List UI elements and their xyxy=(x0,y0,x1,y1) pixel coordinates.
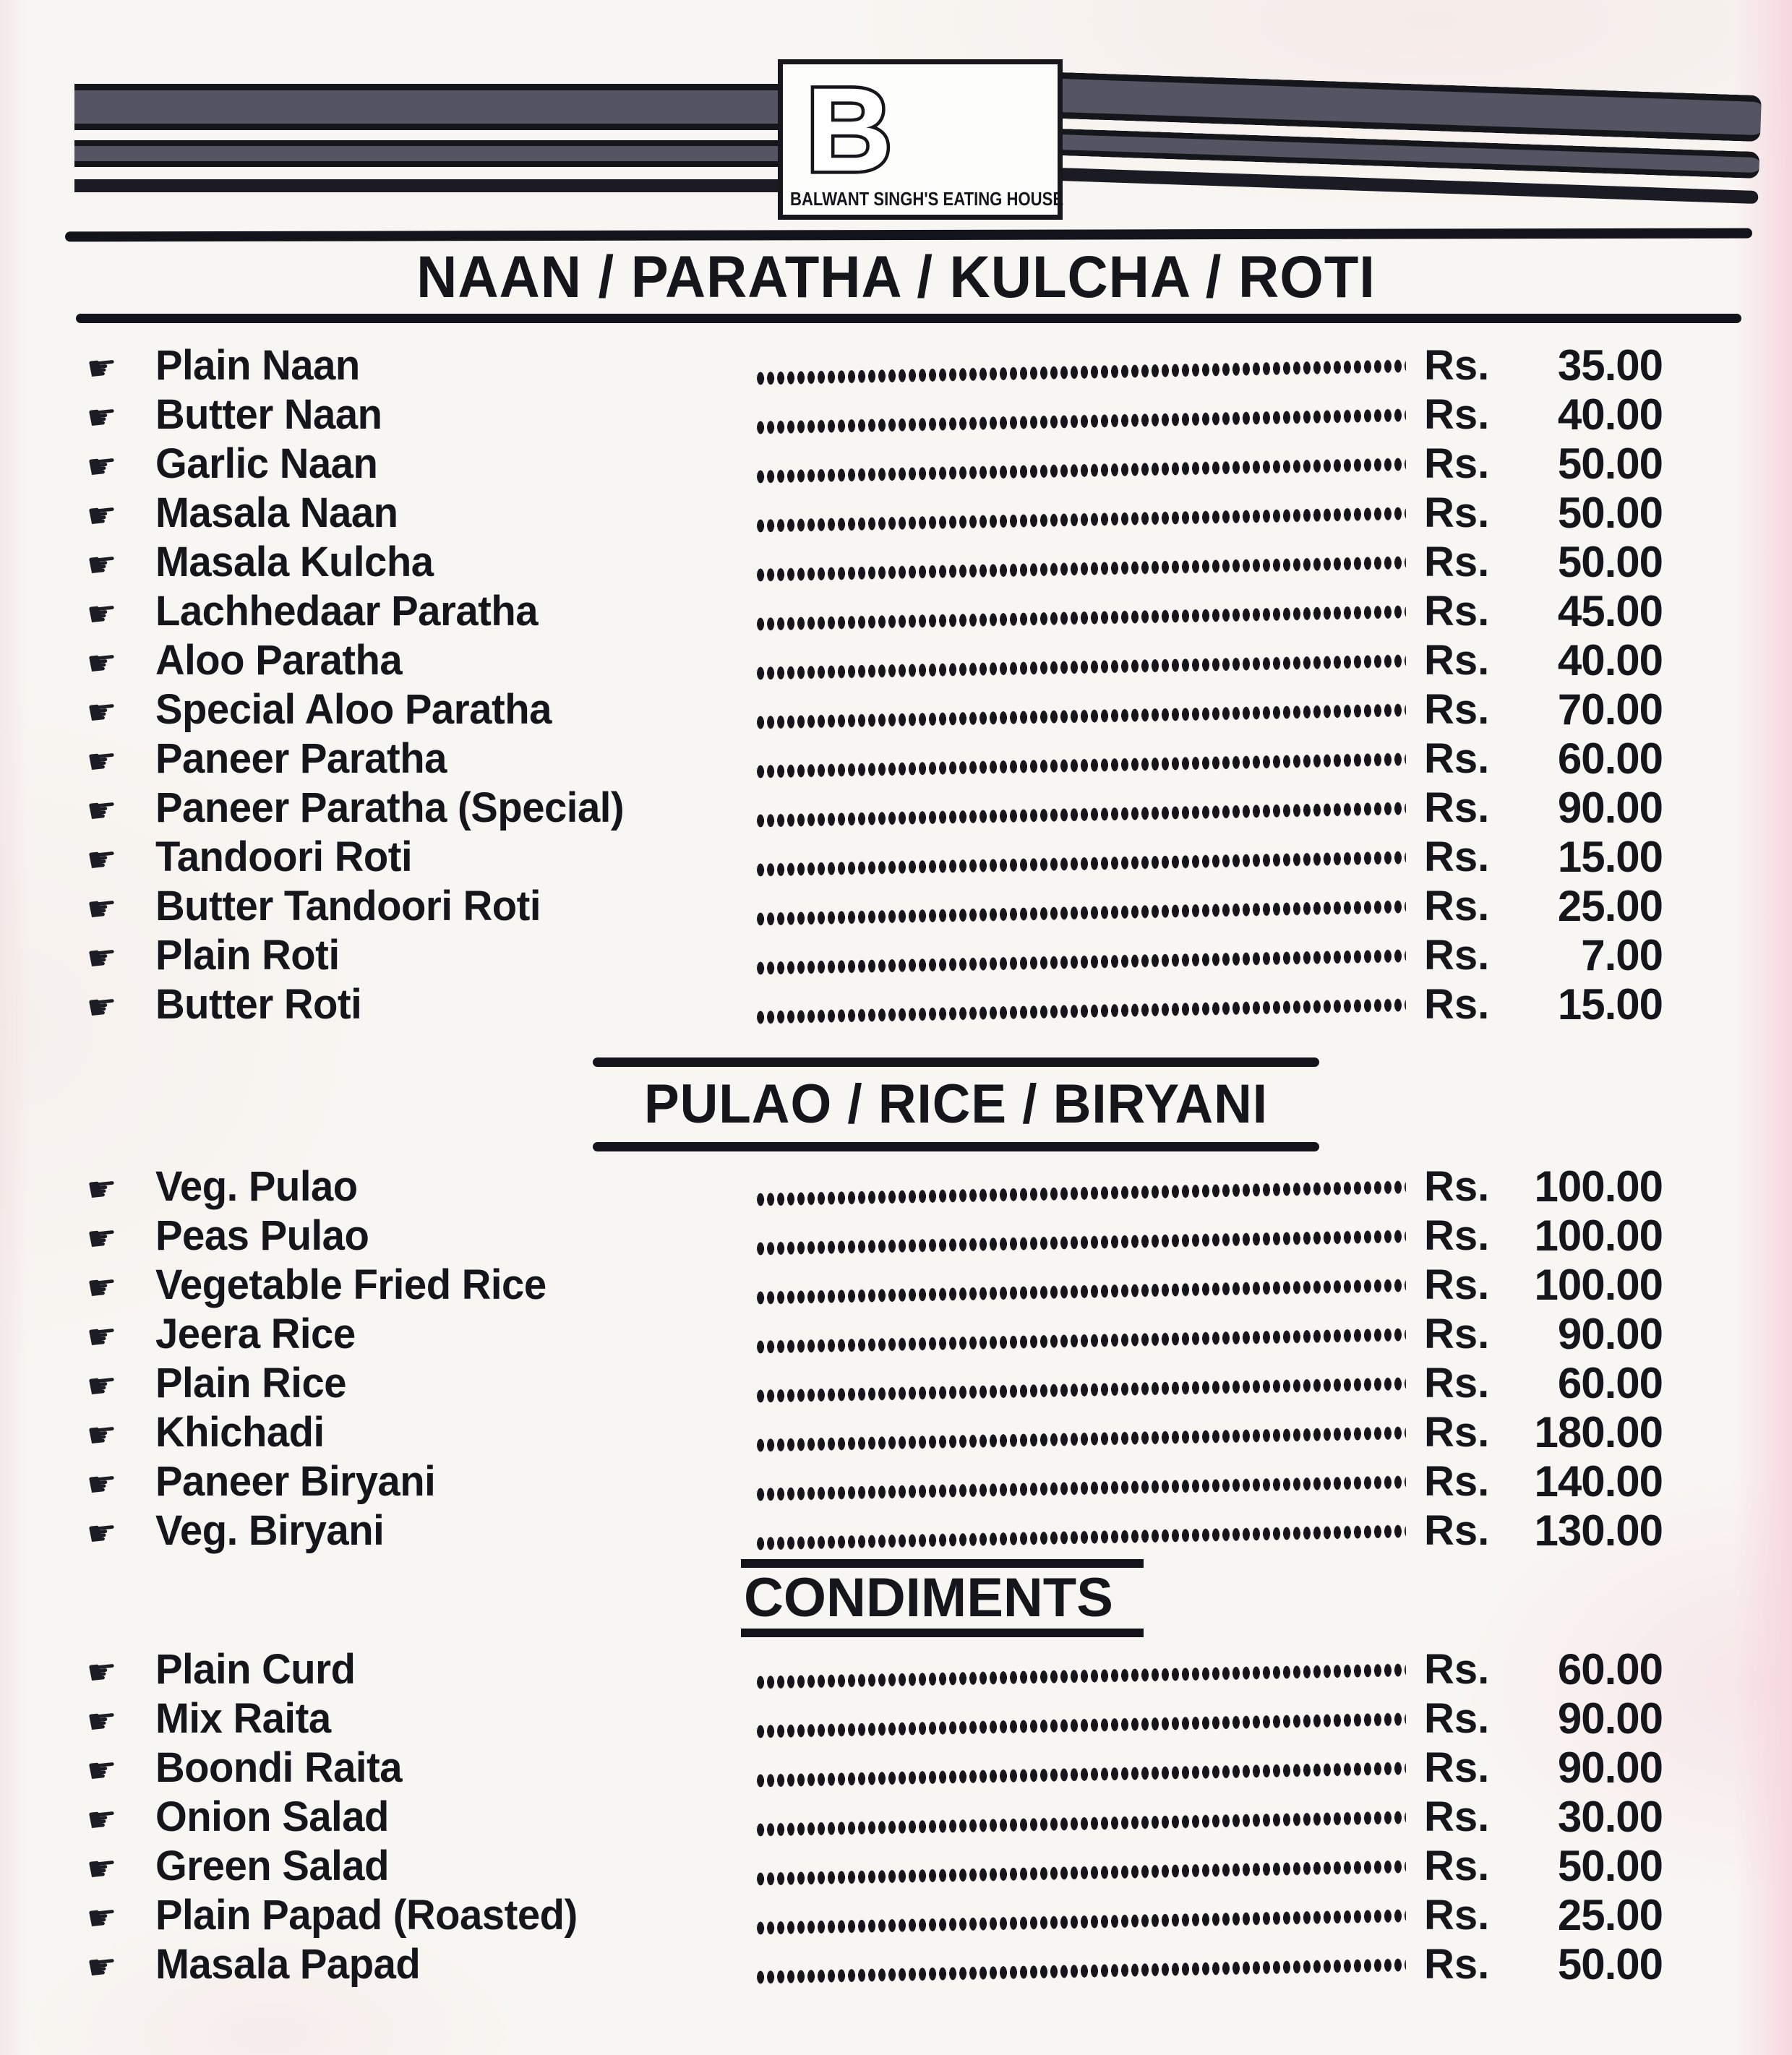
menu-body xyxy=(0,230,1792,1988)
currency-label: Rs. xyxy=(1424,931,1490,979)
currency-label: Rs. xyxy=(1424,1506,1490,1554)
pointing-hand-icon: ☛ xyxy=(85,739,119,781)
decor-bar xyxy=(74,140,781,167)
currency-label: Rs. xyxy=(1424,439,1490,487)
menu-row xyxy=(0,783,1792,832)
menu-row xyxy=(0,635,1792,685)
dotted-leader xyxy=(755,1474,1406,1502)
item-name: Butter Roti xyxy=(155,980,362,1028)
item-price: 90.00 xyxy=(1557,1743,1663,1792)
menu-row xyxy=(0,439,1792,488)
dotted-leader xyxy=(755,948,1406,976)
pointing-hand-icon: ☛ xyxy=(85,641,119,683)
item-name: Veg. Pulao xyxy=(155,1162,358,1210)
dotted-leader xyxy=(755,997,1406,1025)
menu-row xyxy=(0,390,1792,439)
currency-label: Rs. xyxy=(1424,685,1490,733)
currency-label: Rs. xyxy=(1424,1694,1490,1742)
menu-row xyxy=(0,1162,1792,1211)
menu-row xyxy=(0,1309,1792,1358)
item-price: 50.00 xyxy=(1557,439,1663,488)
item-price: 90.00 xyxy=(1557,1694,1663,1743)
dotted-leader xyxy=(755,1809,1406,1837)
pointing-hand-icon: ☛ xyxy=(85,1511,119,1553)
item-name: Boondi Raita xyxy=(155,1743,403,1791)
item-price: 100.00 xyxy=(1534,1162,1663,1211)
item-price: 40.00 xyxy=(1557,390,1663,439)
dotted-leader xyxy=(755,800,1406,828)
currency-label: Rs. xyxy=(1424,734,1490,782)
pointing-hand-icon: ☛ xyxy=(85,1266,119,1308)
currency-label: Rs. xyxy=(1424,636,1490,684)
item-price: 90.00 xyxy=(1557,1309,1663,1358)
dotted-leader xyxy=(755,1908,1406,1936)
item-price: 70.00 xyxy=(1557,685,1663,734)
item-price: 40.00 xyxy=(1557,635,1663,685)
svg-text:B: B xyxy=(806,67,893,192)
dotted-leader xyxy=(755,702,1406,730)
item-name: Onion Salad xyxy=(155,1793,389,1840)
currency-label: Rs. xyxy=(1424,882,1490,930)
dotted-leader xyxy=(755,1957,1406,1985)
item-price: 35.00 xyxy=(1557,340,1663,390)
item-price: 25.00 xyxy=(1557,1890,1663,1939)
item-price: 60.00 xyxy=(1557,1358,1663,1407)
dotted-leader xyxy=(755,456,1406,484)
item-price: 50.00 xyxy=(1557,1841,1663,1890)
dotted-leader xyxy=(755,1523,1406,1551)
dotted-leader xyxy=(755,1277,1406,1305)
currency-label: Rs. xyxy=(1424,1891,1490,1939)
pointing-hand-icon: ☛ xyxy=(85,395,119,437)
pointing-hand-icon: ☛ xyxy=(85,1462,119,1504)
menu-row xyxy=(0,537,1792,586)
currency-label: Rs. xyxy=(1424,1842,1490,1889)
dotted-leader xyxy=(755,1760,1406,1788)
dotted-leader xyxy=(755,1858,1406,1887)
currency-label: Rs. xyxy=(1424,1457,1490,1505)
dotted-leader xyxy=(755,898,1406,927)
pointing-hand-icon: ☛ xyxy=(85,1798,119,1840)
pointing-hand-icon: ☛ xyxy=(85,1364,119,1406)
section-pulao-rice-biryani xyxy=(0,1057,1792,1555)
section-condiments xyxy=(0,1559,1792,1988)
item-price: 100.00 xyxy=(1534,1211,1663,1260)
pointing-hand-icon: ☛ xyxy=(85,789,119,831)
item-name: Vegetable Fried Rice xyxy=(155,1261,546,1308)
menu-row xyxy=(0,1358,1792,1407)
menu-row xyxy=(0,1792,1792,1841)
menu-row xyxy=(0,881,1792,930)
decor-bar xyxy=(74,84,781,130)
pointing-hand-icon: ☛ xyxy=(85,1699,119,1741)
currency-label: Rs. xyxy=(1424,980,1490,1028)
section-heading xyxy=(593,1057,1319,1151)
dotted-leader xyxy=(755,1179,1406,1207)
pointing-hand-icon: ☛ xyxy=(85,1650,119,1692)
item-price: 15.00 xyxy=(1557,832,1663,881)
dotted-leader xyxy=(755,604,1406,632)
currency-label: Rs. xyxy=(1424,1359,1490,1407)
item-name: Plain Papad (Roasted) xyxy=(155,1891,578,1939)
item-price: 15.00 xyxy=(1557,979,1663,1029)
section-items xyxy=(0,340,1792,1029)
item-price: 45.00 xyxy=(1557,586,1663,635)
menu-row xyxy=(0,1694,1792,1743)
menu-row xyxy=(0,734,1792,783)
item-name: Aloo Paratha xyxy=(155,636,403,684)
menu-row xyxy=(0,832,1792,881)
pointing-hand-icon: ☛ xyxy=(85,1413,119,1455)
pointing-hand-icon: ☛ xyxy=(85,445,119,486)
section-rule xyxy=(76,314,1741,323)
item-price: 60.00 xyxy=(1557,734,1663,783)
dotted-leader xyxy=(755,407,1406,435)
dotted-leader xyxy=(755,1711,1406,1739)
item-name: Masala Papad xyxy=(155,1940,421,1988)
item-price: 25.00 xyxy=(1557,881,1663,930)
item-price: 50.00 xyxy=(1557,1939,1663,1988)
pointing-hand-icon: ☛ xyxy=(85,543,119,585)
section-heading xyxy=(741,1559,1144,1637)
dotted-leader xyxy=(755,751,1406,779)
item-price: 7.00 xyxy=(1581,930,1663,979)
section-items xyxy=(0,1644,1792,1988)
pointing-hand-icon: ☛ xyxy=(85,592,119,634)
menu-row xyxy=(0,1841,1792,1890)
item-price: 90.00 xyxy=(1557,783,1663,832)
item-name: Paneer Paratha xyxy=(155,734,447,782)
pointing-hand-icon: ☛ xyxy=(85,1749,119,1790)
item-price: 50.00 xyxy=(1557,537,1663,586)
dotted-leader xyxy=(755,1376,1406,1404)
item-price: 60.00 xyxy=(1557,1644,1663,1694)
pointing-hand-icon: ☛ xyxy=(85,838,119,880)
pointing-hand-icon: ☛ xyxy=(85,1217,119,1258)
pointing-hand-icon: ☛ xyxy=(85,1847,119,1889)
currency-label: Rs. xyxy=(1424,390,1490,438)
pointing-hand-icon: ☛ xyxy=(85,985,119,1027)
item-price: 50.00 xyxy=(1557,488,1663,537)
pointing-hand-icon: ☛ xyxy=(85,1315,119,1357)
item-name: Lachhedaar Paratha xyxy=(155,587,539,635)
item-name: Plain Curd xyxy=(155,1645,356,1693)
dotted-leader xyxy=(755,1326,1406,1355)
pointing-hand-icon: ☛ xyxy=(85,936,119,978)
dotted-leader xyxy=(755,1662,1406,1690)
dotted-leader xyxy=(755,653,1406,681)
decor-bar xyxy=(1060,72,1762,142)
section-rule xyxy=(65,228,1752,242)
currency-label: Rs. xyxy=(1424,538,1490,585)
item-name: Jeera Rice xyxy=(155,1310,356,1357)
logo-box xyxy=(778,59,1063,220)
menu-row xyxy=(0,1939,1792,1988)
item-name: Paneer Biryani xyxy=(155,1457,436,1505)
decor-bars-left xyxy=(74,84,781,192)
currency-label: Rs. xyxy=(1424,1743,1490,1791)
decor-bars-right xyxy=(1058,72,1762,204)
dotted-leader xyxy=(755,1425,1406,1453)
section-naan-paratha-kulcha-roti xyxy=(0,230,1792,1029)
pointing-hand-icon: ☛ xyxy=(85,494,119,536)
item-name: Butter Naan xyxy=(155,390,382,438)
item-name: Green Salad xyxy=(155,1842,389,1889)
menu-row xyxy=(0,586,1792,635)
pointing-hand-icon: ☛ xyxy=(85,1896,119,1938)
item-name: Masala Naan xyxy=(155,489,398,536)
pointing-hand-icon: ☛ xyxy=(85,1167,119,1209)
menu-row xyxy=(0,488,1792,537)
currency-label: Rs. xyxy=(1424,1645,1490,1693)
item-name: Peas Pulao xyxy=(155,1211,369,1259)
menu-row xyxy=(0,685,1792,734)
item-name: Veg. Biryani xyxy=(155,1506,385,1554)
pointing-hand-icon: ☛ xyxy=(85,1945,119,1987)
menu-row xyxy=(0,1743,1792,1792)
section-title: NAAN / PARATHA / KULCHA / ROTI xyxy=(416,244,1376,310)
currency-label: Rs. xyxy=(1424,489,1490,536)
dotted-leader xyxy=(755,1228,1406,1256)
menu-row xyxy=(0,1407,1792,1456)
menu-row xyxy=(0,1211,1792,1260)
pointing-hand-icon: ☛ xyxy=(85,887,119,929)
menu-row xyxy=(0,1456,1792,1506)
section-title: PULAO / RICE / BIRYANI xyxy=(644,1073,1268,1135)
currency-label: Rs. xyxy=(1424,1261,1490,1308)
menu-row xyxy=(0,1644,1792,1694)
item-name: Garlic Naan xyxy=(155,439,378,487)
item-name: Paneer Paratha (Special) xyxy=(155,784,625,831)
currency-label: Rs. xyxy=(1424,1211,1490,1259)
item-name: Butter Tandoori Roti xyxy=(155,882,541,930)
currency-label: Rs. xyxy=(1424,587,1490,635)
section-rule xyxy=(593,1142,1319,1151)
item-name: Plain Rice xyxy=(155,1359,347,1407)
pointing-hand-icon: ☛ xyxy=(85,346,119,388)
decor-bar xyxy=(74,179,781,192)
currency-label: Rs. xyxy=(1424,784,1490,831)
menu-row xyxy=(0,930,1792,979)
menu-row xyxy=(0,1260,1792,1309)
item-name: Plain Naan xyxy=(155,341,360,389)
section-title: CONDIMENTS xyxy=(744,1567,1113,1629)
item-name: Masala Kulcha xyxy=(155,538,434,585)
item-price: 180.00 xyxy=(1534,1407,1663,1456)
item-name: Special Aloo Paratha xyxy=(155,685,552,733)
currency-label: Rs. xyxy=(1424,1310,1490,1357)
menu-row xyxy=(0,979,1792,1029)
currency-label: Rs. xyxy=(1424,1162,1490,1210)
currency-label: Rs. xyxy=(1424,1408,1490,1456)
item-name: Mix Raita xyxy=(155,1694,331,1742)
menu-row xyxy=(0,340,1792,390)
dotted-leader xyxy=(755,358,1406,386)
section-rule xyxy=(593,1057,1319,1067)
item-price: 140.00 xyxy=(1534,1456,1663,1506)
item-name: Khichadi xyxy=(155,1408,325,1456)
item-price: 100.00 xyxy=(1534,1260,1663,1309)
item-name: Tandoori Roti xyxy=(155,833,413,880)
currency-label: Rs. xyxy=(1424,1793,1490,1840)
dotted-leader xyxy=(755,554,1406,583)
currency-label: Rs. xyxy=(1424,1940,1490,1988)
logo-caption: BALWANT SINGH'S EATING HOUSE xyxy=(790,188,1064,210)
dotted-leader xyxy=(755,849,1406,878)
section-items xyxy=(0,1162,1792,1555)
dotted-leader xyxy=(755,505,1406,533)
menu-row xyxy=(0,1890,1792,1939)
currency-label: Rs. xyxy=(1424,341,1490,389)
item-name: Plain Roti xyxy=(155,931,340,979)
currency-label: Rs. xyxy=(1424,833,1490,880)
logo-b-cup-icon xyxy=(794,67,903,192)
pointing-hand-icon: ☛ xyxy=(85,690,119,732)
item-price: 30.00 xyxy=(1557,1792,1663,1841)
item-price: 130.00 xyxy=(1534,1506,1663,1555)
menu-row xyxy=(0,1506,1792,1555)
